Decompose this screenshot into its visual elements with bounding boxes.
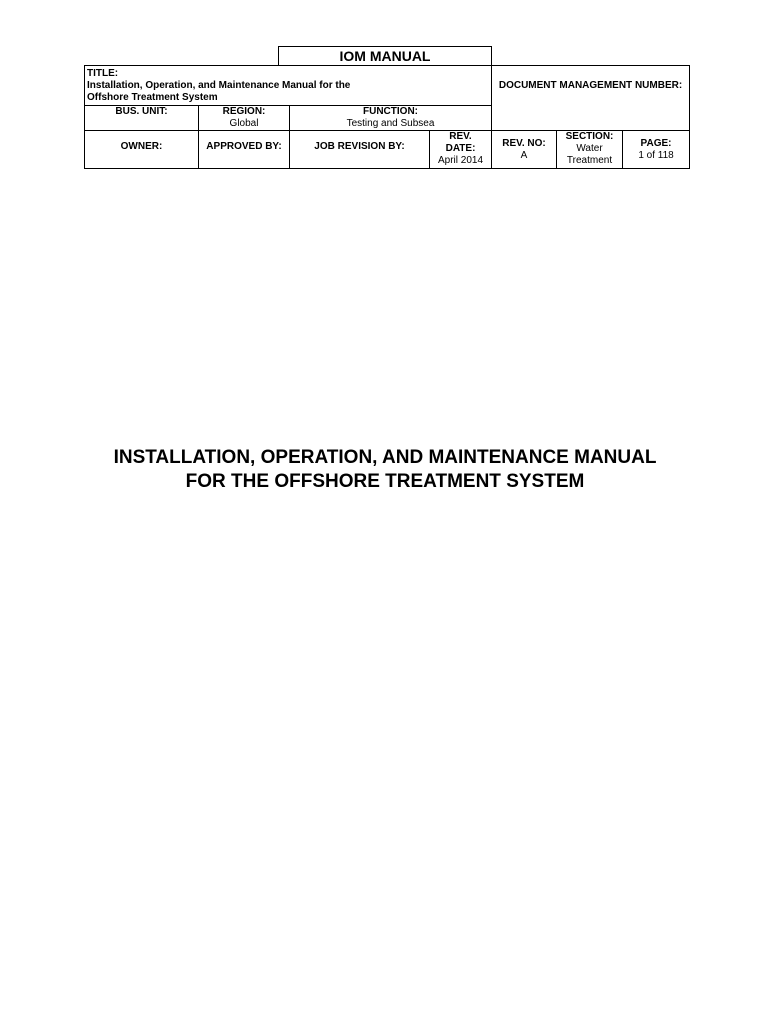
page-cell (623, 131, 690, 169)
bus-unit-cell (85, 106, 199, 131)
owner-label: OWNER: (120, 140, 163, 152)
rev-no-label: REV. NO: (502, 137, 546, 149)
document-header-table (84, 65, 690, 169)
section-value-1: Water (576, 143, 603, 154)
job-revision-cell (290, 131, 430, 169)
page-value: 1 of 118 (638, 149, 674, 161)
function-value: Testing and Subsea (346, 118, 435, 129)
region-value: Global (229, 118, 259, 129)
rev-date-value: April 2014 (437, 155, 484, 166)
region-label: REGION: (222, 106, 266, 117)
region-cell (199, 106, 290, 131)
function-label: FUNCTION: (363, 106, 418, 117)
job-revision-label: JOB REVISION BY: (314, 140, 405, 152)
title-label: TITLE: (87, 68, 119, 79)
title-line-2: Offshore Treatment System (87, 92, 218, 103)
bus-unit-label: BUS. UNIT: (115, 106, 168, 117)
approved-by-label: APPROVED BY: (206, 140, 282, 152)
section-label: SECTION: (565, 131, 614, 142)
function-cell (290, 106, 492, 131)
rev-date-label-1: REV. (449, 131, 472, 142)
rev-date-label-2: DATE: (445, 143, 476, 154)
document-main-title (40, 446, 730, 494)
main-title-line-1: INSTALLATION, OPERATION, AND MAINTENANCE MANUAL (113, 447, 657, 468)
rev-date-cell (430, 131, 492, 169)
rev-no-cell (492, 131, 557, 169)
owner-cell (85, 131, 199, 169)
approved-by-cell (199, 131, 290, 169)
page-label: PAGE: (640, 137, 672, 149)
rev-no-value: A (520, 149, 528, 161)
iom-manual-label: IOM MANUAL (278, 46, 492, 65)
title-line-1: Installation, Operation, and Maintenance Manual for the (87, 80, 351, 91)
document-management-number-label: DOCUMENT MANAGEMENT NUMBER: (498, 80, 683, 91)
main-title-line-2: FOR THE OFFSHORE TREATMENT SYSTEM (185, 471, 585, 492)
section-value-2: Treatment (566, 155, 613, 166)
title-cell (85, 66, 492, 106)
document-management-number-cell (492, 66, 690, 131)
section-cell (557, 131, 623, 169)
